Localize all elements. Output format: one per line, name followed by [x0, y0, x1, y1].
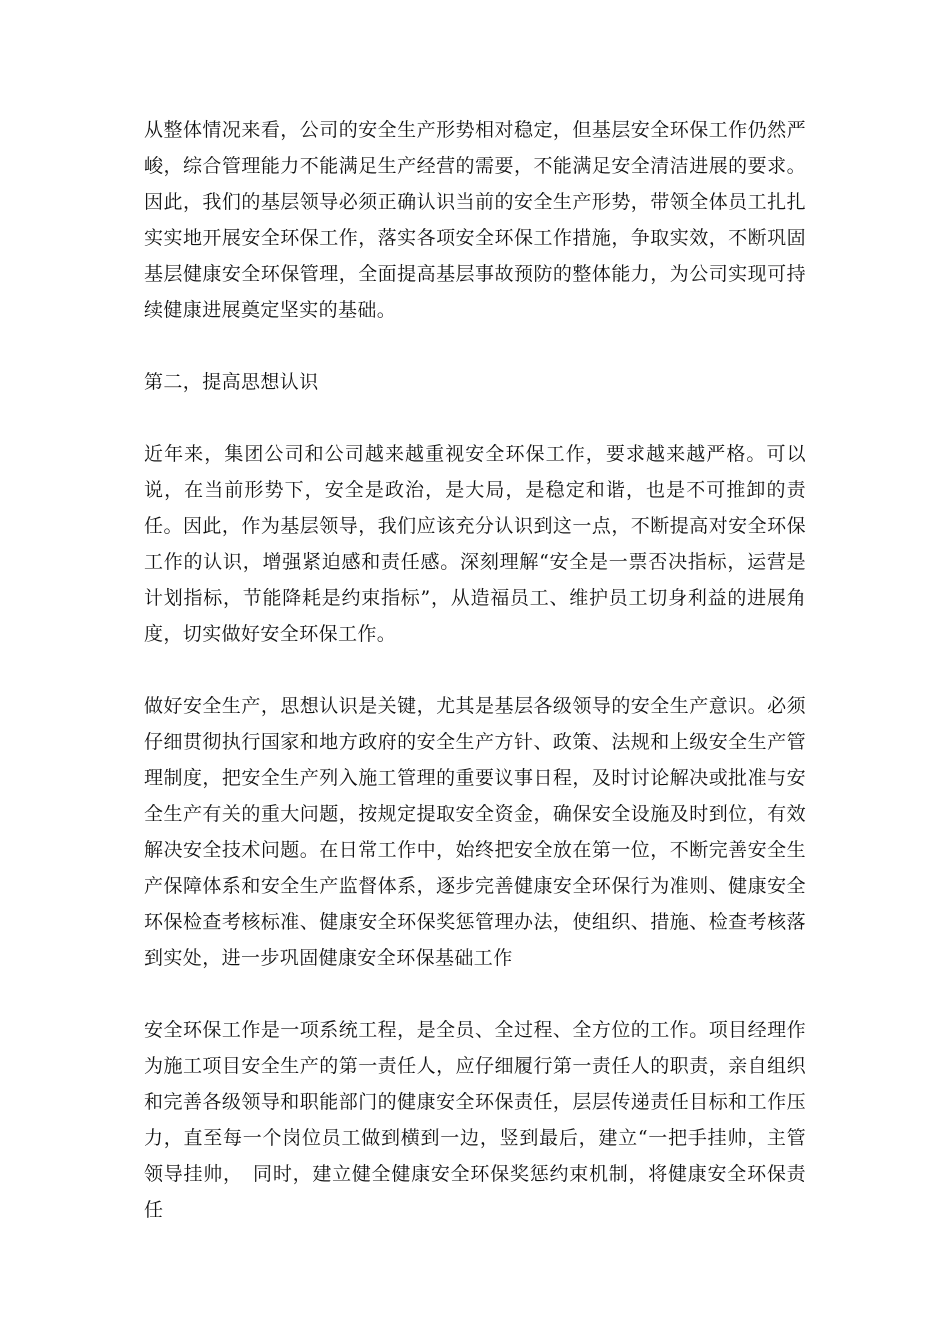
paragraph-gap	[144, 328, 806, 364]
paragraph-overview: 从整体情况来看，公司的安全生产形势相对稳定，但基层安全环保工作仍然严峻，综合管理能力不能满足生产经营的需要，不能满足安全清洁进展的要求。因此，我们的基层领导必须正确认识当前的安全生产形势，带领全体员工扎扎实实地开展安全环保工作，落实各项安全环保工作措施，争取实效，不断巩固基层健康安全环保管理，全面提高基层事故预防的整体能力，为公司实现可持续健康进展奠定坚实的基础。	[144, 119, 806, 321]
paragraph-gap	[144, 400, 806, 436]
document-body	[144, 112, 806, 1228]
paragraph-system: 安全环保工作是一项系统工程，是全员、全过程、全方位的工作。项目经理作为施工项目安全生产的第一责任人，应仔细履行第一责任人的职责，亲自组织和完善各级领导和职能部门的健康安全环保责任，层层传递责任目标和工作压力，直至每一个岗位员工做到横到一边，竖到最后，建立“一把手挂帅，主管领导挂帅， 同时，建立健全健康安全环保奖惩约束机制，将健康安全环保责任	[144, 1019, 806, 1221]
paragraph-gap	[144, 976, 806, 1012]
paragraph-awareness: 近年来，集团公司和公司越来越重视安全环保工作，要求越来越严格。可以说，在当前形势下，安全是政治，是大局，是稳定和谐，也是不可推卸的责任。因此，作为基层领导，我们应该充分认识到这一点，不断提高对安全环保工作的认识，增强紧迫感和责任感。深刻理解“安全是一票否决指标，运营是计划指标，节能降耗是约束指标”，从造福员工、维护员工切身利益的进展角度，切实做好安全环保工作。	[144, 443, 806, 645]
paragraph-production: 做好安全生产，思想认识是关键，尤其是基层各级领导的安全生产意识。必须仔细贯彻执行国家和地方政府的安全生产方针、政策、法规和上级安全生产管理制度，把安全生产列入施工管理的重要议事日程，及时讨论解决或批准与安全生产有关的重大问题，按规定提取安全资金，确保安全设施及时到位，有效解决安全技术问题。在日常工作中，始终把安全放在第一位，不断完善安全生产保障体系和安全生产监督体系，逐步完善健康安全环保行为准则、健康安全环保检查考核标准、健康安全环保奖惩管理办法，使组织、措施、检查考核落到实处，进一步巩固健康安全环保基础工作	[144, 695, 806, 969]
section-heading: 第二，提高思想认识	[144, 371, 319, 393]
paragraph-gap	[144, 652, 806, 688]
